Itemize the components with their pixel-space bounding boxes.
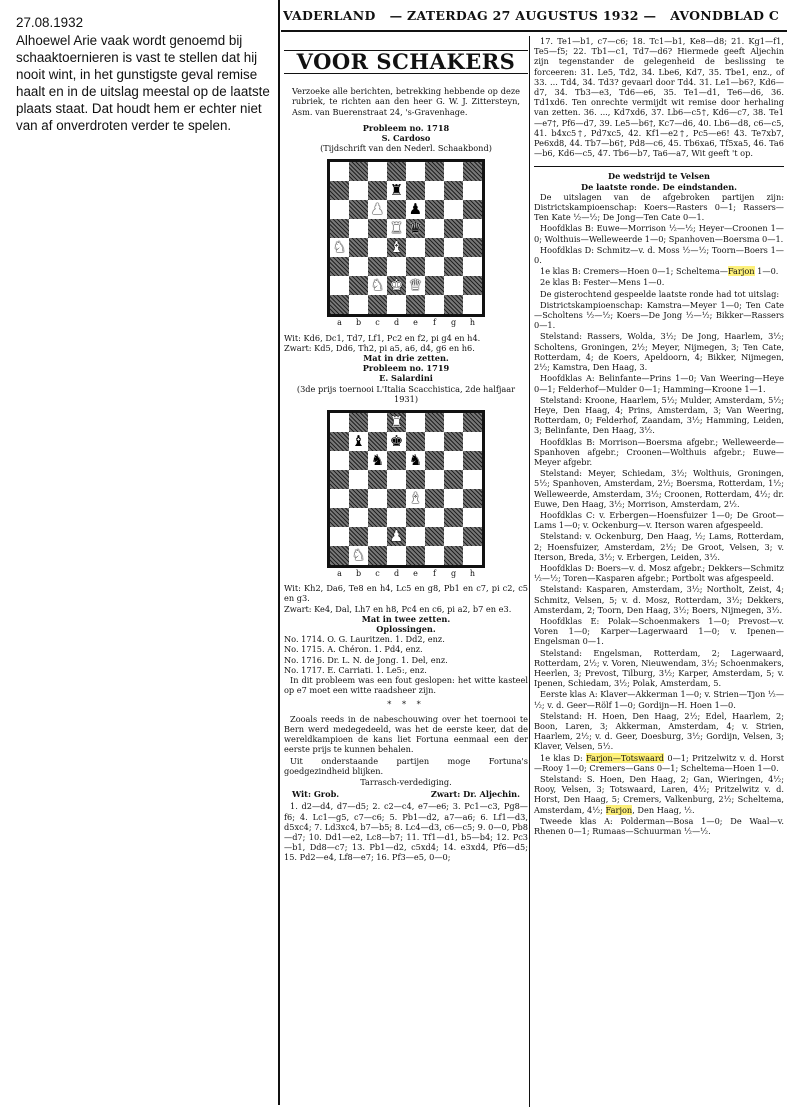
board-square	[330, 257, 349, 276]
board-square	[387, 508, 406, 527]
board-square	[349, 470, 368, 489]
board-square	[406, 257, 425, 276]
board-square	[349, 451, 368, 470]
result-r23: Tweede klas A: Polderman—Bosa 1—0; De Waal—v. Rhenen 0—1; Rumaas—Schuurman ½—½.	[534, 815, 784, 837]
solution-2: No. 1715. A. Chéron. 1. Pd4, enz.	[284, 644, 423, 655]
result-r6: De gisterochtend gespeelde laatste ronde had tot uitslag:	[540, 288, 780, 299]
black-bishop-icon: ♝	[351, 432, 366, 451]
column-divider	[529, 36, 530, 1107]
result-r2: Hoofdklas B: Euwe—Morrison ½—½; Heyer—Croonen 1—0; Wolthuis—Welleweerde 1—0; Spanhoven—Boersma 0—1.	[534, 223, 784, 244]
board-square	[406, 162, 425, 181]
board-square	[330, 276, 349, 295]
board-square	[330, 219, 349, 238]
board-square	[387, 181, 406, 200]
black-player: Zwart: Dr. Aljechin.	[430, 789, 520, 800]
board-square	[425, 451, 444, 470]
board-square	[425, 546, 444, 565]
board-square	[444, 238, 463, 257]
board-square	[425, 413, 444, 432]
file-label: e	[413, 569, 418, 579]
board-square	[463, 508, 482, 527]
result-r17: Hoofdklas E: Polak—Schoenmakers 1—0; Prevost—v. Voren 1—0; Karper—Lagerwaard 1—0; v. Ipenen—Engelsman 0—1.	[534, 615, 784, 647]
board-square	[368, 276, 387, 295]
board-square	[444, 432, 463, 451]
result-r13: Hoofdklas C: v. Erbergen—Hoensfuizer 1—0; De Groot—Lams 1—0; v. Ockenburg—v. Iterson waren afgespeeld.	[534, 509, 784, 531]
board-square	[406, 276, 425, 295]
board-square	[444, 181, 463, 200]
board-square	[387, 238, 406, 257]
white-knight-icon: ♞	[351, 546, 366, 565]
board-square	[349, 489, 368, 508]
file-label: g	[450, 318, 457, 328]
r4-post: 1—0.	[754, 266, 779, 277]
problem1-black: Zwart: Kd5, Dd6, Th2, pi a5, a6, d4, g6 en h6.	[284, 342, 475, 353]
board-square	[463, 200, 482, 219]
result-r15: Hoofdklas D: Boers—v. d. Mosz afgebr.; Dekkers—Schmitz ½—½; Toren—Kasparen afgebr.; Portbolt was afgespeeld.	[534, 562, 784, 584]
board-square	[444, 489, 463, 508]
file-label: c	[375, 569, 380, 579]
solution-3: No. 1716. Dr. L. N. de Jong. 1. Del, enz.	[284, 654, 448, 665]
board-square	[406, 508, 425, 527]
newspaper-masthead	[283, 8, 783, 28]
result-r21	[534, 753, 784, 773]
board-square	[368, 295, 387, 314]
board-square	[349, 238, 368, 257]
result-r8: Stelstand: Rassers, Wolda, 3½; De Jong, Haarlem, 3½; Scholtens, Groningen, 2½; Meyer, Nijmegen, 3; Ten Cate, Rotterdam, 4; de Koers, Apeldoorn, 4; Bikker, Nijmegen, 2½; Kamstra, Den Haag, 3.	[534, 331, 784, 373]
problem2-label: Probleem no. 1719	[362, 363, 450, 374]
board-square	[330, 470, 349, 489]
white-rook-icon: ♜	[389, 219, 404, 238]
right-column	[532, 36, 786, 1107]
board-square	[368, 162, 387, 181]
note-date: 27.08.1932	[16, 15, 84, 30]
board-square	[406, 238, 425, 257]
board-square	[368, 451, 387, 470]
board-square	[349, 200, 368, 219]
board-square	[463, 546, 482, 565]
board-square	[368, 257, 387, 276]
r21-post: 0—1; Pritzelwitz v. d. Horst—Rooy 1—0; Cremers—Gans 0—1; Scheltema—Hoen 1—0.	[534, 752, 784, 773]
black-pawn-icon: ♟	[408, 200, 423, 219]
board1-files	[330, 318, 482, 328]
board-square	[330, 546, 349, 565]
chessboard-2-wrap	[284, 410, 528, 579]
board-square	[387, 546, 406, 565]
board-square	[425, 181, 444, 200]
black-rook-icon: ♜	[389, 181, 404, 200]
file-label: h	[469, 569, 476, 579]
black-queen-icon: ♛	[408, 219, 423, 238]
board-square	[463, 181, 482, 200]
board-square	[425, 162, 444, 181]
result-r1: De uitslagen van de afgebroken partijen zijn: Districtskampioenschap: Koers—Rasters 0—1; Rassers—Ten Kate ½—½; De Jong—Ten Cate 0—1.	[534, 191, 784, 223]
result-r14: Stelstand: v. Ockenburg, Den Haag, ½; Lams, Rotterdam, 2; Hoensfuizer, Amsterdam, 2½; De Groot, Velsen, 3; v. Iterson, Breda, 3½; v. Erbergen, Leiden, 3½.	[534, 531, 784, 562]
white-player: Wit: Grob.	[292, 789, 340, 800]
board-square	[368, 413, 387, 432]
board-square	[463, 470, 482, 489]
board-square	[330, 527, 349, 546]
board-square	[406, 432, 425, 451]
board-square	[406, 219, 425, 238]
board-square	[368, 200, 387, 219]
board-square	[387, 162, 406, 181]
file-label: b	[355, 318, 362, 328]
highlight-farjon-2: Farjon—Totswaard	[586, 752, 665, 763]
board-square	[425, 432, 444, 451]
result-r22	[534, 774, 784, 815]
result-r3: Hoofdklas D: Schmitz—v. d. Moss ½—½; Toorn—Boers 1—0.	[534, 244, 784, 266]
solution-1: No. 1714. O. G. Lauritzen. 1. Dd2, enz.	[284, 634, 445, 645]
white-queen-icon: ♛	[408, 276, 423, 295]
chessboard-1-wrap	[284, 159, 528, 328]
r4-pre: 1e klas B: Cremers—Hoen 0—1; Scheltema—	[540, 266, 728, 277]
annotation-note	[16, 14, 274, 134]
intro-text: Verzoeke alle berichten, betrekking hebbende op deze rubriek, te richten aan den heer G. W. J. Zittersteyn, Asm. van Buerenstraat 24, 's-Gravenhage.	[292, 86, 520, 117]
chessboard-1	[327, 159, 485, 317]
problem1-task: Mat in drie zetten.	[363, 353, 449, 364]
board-square	[349, 546, 368, 565]
board-square	[330, 162, 349, 181]
file-label: d	[393, 318, 400, 328]
white-knight-icon: ♞	[370, 276, 385, 295]
board-square	[425, 489, 444, 508]
solution-4: No. 1717. E. Carriati. 1. Le5:, enz.	[284, 664, 427, 675]
board-square	[406, 413, 425, 432]
velsen-subtitle: De laatste ronde. De eindstanden.	[580, 181, 738, 192]
board-square	[368, 527, 387, 546]
board-square	[425, 257, 444, 276]
board2-files	[330, 569, 482, 579]
r22-post: , Den Haag, ½.	[632, 804, 695, 815]
board-square	[463, 219, 482, 238]
board-square	[330, 181, 349, 200]
white-bishop-icon: ♝	[389, 238, 404, 257]
board-square	[425, 238, 444, 257]
board-square	[387, 219, 406, 238]
board-square	[444, 527, 463, 546]
board-square	[387, 470, 406, 489]
board-square	[330, 295, 349, 314]
white-knight-icon: ♞	[332, 238, 347, 257]
solutions-heading: Oplossingen.	[376, 624, 436, 635]
board-square	[330, 489, 349, 508]
file-label: e	[413, 318, 418, 328]
board-square	[349, 257, 368, 276]
board-square	[406, 546, 425, 565]
board-square	[406, 451, 425, 470]
board-square	[444, 546, 463, 565]
board-square	[368, 432, 387, 451]
fortuna-paragraph: Uit onderstaande partijen moge Fortuna's goedgezindheid blijken.	[284, 755, 528, 776]
bern-paragraph: Zooals reeds in de nabeschouwing over het toernooi te Bern werd medegedeeld, was het de eerste keer, dat de wereldkampioen de kans liet Fortuna eenmaal een der eerste prijs te kunnen behalen.	[284, 713, 528, 755]
board-square	[406, 200, 425, 219]
board-square	[349, 295, 368, 314]
board-square	[425, 219, 444, 238]
board-square	[387, 451, 406, 470]
file-label: c	[375, 318, 380, 328]
file-label: a	[337, 569, 342, 579]
vertical-divider	[278, 0, 280, 1105]
file-label: a	[337, 318, 342, 328]
problem2-source: (3de prijs toernooi L'Italia Scacchistica, 2de halfjaar 1931)	[296, 383, 516, 404]
result-r11: Hoofdklas B: Morrison—Boersma afgebr.; Welleweerde—Spanhoven afgebr.; Croonen—Wolthuis afgebr.; Euwe—Meyer afgebr.	[534, 436, 784, 467]
board-square	[444, 219, 463, 238]
board-square	[425, 295, 444, 314]
board-square	[444, 508, 463, 527]
board-square	[349, 413, 368, 432]
board-square	[406, 181, 425, 200]
solutions-note: In dit probleem was een fout geslopen: het witte kasteel op e7 moet een witte raadsheer zijn.	[284, 675, 528, 696]
result-r18: Stelstand: Engelsman, Rotterdam, 2; Lagerwaard, Rotterdam, 2½; v. Voren, Nieuwendam, 3½; Schoenmakers, Heerlen, 3; Prevost, Tilburg, 3½; Karper, Amsterdam, 5; v. Ipenen, Schiedam, 3½; Polak, Amsterdam, 5.	[534, 647, 784, 689]
board-square	[368, 219, 387, 238]
board-square	[444, 276, 463, 295]
section-rule	[534, 166, 784, 167]
white-rook-icon: ♜	[389, 413, 404, 432]
board-square	[406, 527, 425, 546]
problem2-author: E. Salardini	[379, 373, 433, 384]
board-square	[463, 276, 482, 295]
result-r5: 2e klas B: Fester—Mens 1—0.	[540, 277, 665, 288]
board-square	[463, 413, 482, 432]
board-square	[368, 489, 387, 508]
file-label: h	[469, 318, 476, 328]
game-moves-continued: 17. Te1—b1, c7—c6; 18. Tc1—b1, Ke8—d8; 21. Kg1—f1, Te5—f5; 22. Tb1—c1, Td7—d6? Hiermede geeft Aljechin zijn tegenstander de gelegenheid de beslissing te forceeren: 31. Le5, Td2, 34. Lbe6, Kd7, 35. Tbe1, enz., of 33. ... Td4, 34. Td3? gevaarl door Td4. 31. Le1—b6?, Kd6—d7, 34. Tb3—e3, Td6—e6, 35. Te1—d1, Te6—d6, 36. Td1xd6. Ten onrechte vermijdt wit remise door herhaling van zetten. 36. ..., Kd7xd6, 37. Lb6—c5†, Kd6—c7, 38. Te1—e7†, Pf6—d7, 39. Le5—b6†, Kc7—d6, 40. Lb6—d8, c6—c5, 41. b4xc5†, Pd7xc5, 42. Kf1—e2†, Pc5—e6! 43. Te7xb7, Pe6xd8, 44. Tb7—b6†, Pd8—c6, 45. Tb6xa6, Tf5xa5, 46. Ta6—b6, Kd6—c5, 47. Tb6—b7, Ta6—a7, Wit geeft 't op.	[534, 36, 784, 159]
board-square	[387, 257, 406, 276]
white-pawn-icon: ♟	[370, 200, 385, 219]
board-square	[463, 432, 482, 451]
problem1-label: Probleem no. 1718	[362, 122, 450, 133]
note-text: Alhoewel Arie vaak wordt genoemd bij schaaktoernieren is vast te stellen dat hij nooit wint, in het gunstigste geval remise haalt en in de uitslag meestal op de laatste plaats staat. Dat houdt hem er echter niet van af onverdroten verder te spelen.	[16, 33, 270, 133]
result-r16: Stelstand: Kasparen, Amsterdam, 3½; Northolt, Zeist, 4; Schmitz, Velsen, 5; v. d. Mosz, Rotterdam, 3½; Dekkers, Amsterdam, 2; Toorn, Den Haag, 3½; Boers, Nijmegen, 3½.	[534, 584, 784, 615]
file-label: g	[450, 569, 457, 579]
result-r10: Stelstand: Kroone, Haarlem, 5½; Mulder, Amsterdam, 5½; Heye, Den Haag, 4; Prins, Amsterdam, 3; Van Weering, Rotterdam, 0; Felderhof, Zaandam, 3½; Hamming, Leiden, 3; Belinfante, Den Haag, 3½.	[534, 394, 784, 436]
opening-name: Tarrasch-verdediging.	[360, 776, 452, 787]
board-square	[463, 489, 482, 508]
masthead-paper: VADERLAND	[283, 8, 376, 23]
file-label: f	[433, 569, 436, 579]
board-square	[368, 238, 387, 257]
board-square	[368, 181, 387, 200]
problem2-black: Zwart: Ke4, Dal, Lh7 en h8, Pc4 en c6, pi a2, b7 en e3.	[284, 603, 512, 614]
board-square	[330, 200, 349, 219]
board-square	[444, 257, 463, 276]
white-king-icon: ♚	[389, 276, 404, 295]
board-square	[387, 295, 406, 314]
board-square	[463, 238, 482, 257]
problem2-task: Mat in twee zetten.	[361, 613, 451, 624]
highlight-farjon-3: Farjon	[605, 804, 633, 815]
board-square	[425, 470, 444, 489]
board-square	[349, 219, 368, 238]
board-square	[463, 295, 482, 314]
board-square	[368, 546, 387, 565]
problem1-author: S. Cardoso	[381, 133, 431, 144]
result-r9: Hoofdklas A: Belinfante—Prins 1—0; Van Weering—Heye 0—1; Felderhof—Mulder 0—1; Hamming—Kroone 1—1.	[534, 373, 784, 394]
problem1-source: (Tijdschrift van den Nederl. Schaakbond)	[320, 143, 492, 154]
file-label: f	[433, 318, 436, 328]
board-square	[330, 413, 349, 432]
result-r12: Stelstand: Meyer, Schiedam, 3½; Wolthuis, Groningen, 5½; Spanhoven, Amsterdam, 2½; Boersma, Rotterdam, 1½; Welleweerde, Amsterdam, 3½; Croonen, Rotterdam, 4½; dr. Euwe, Den Haag, 3½; Morrison, Amsterdam, 2½.	[534, 468, 784, 509]
board-square	[463, 527, 482, 546]
board-square	[444, 295, 463, 314]
r21-pre: 1e klas D:	[540, 752, 587, 763]
result-r7: Districtskampioenschap: Kamstra—Meyer 1—0; Ten Cate—Scholtens ½—½; Koers—De Jong ½—½; Bikker—Rassers 0—1.	[534, 299, 784, 331]
black-knight-icon: ♞	[370, 451, 385, 470]
section-stars: * * *	[387, 699, 425, 710]
board-square	[444, 451, 463, 470]
file-label: d	[393, 569, 400, 579]
left-column	[281, 36, 531, 1107]
black-knight-icon: ♞	[408, 451, 423, 470]
board-square	[349, 276, 368, 295]
board-square	[349, 508, 368, 527]
board-square	[387, 527, 406, 546]
white-pawn-icon: ♟	[389, 527, 404, 546]
board-square	[330, 238, 349, 257]
board-square	[349, 527, 368, 546]
board-square	[387, 413, 406, 432]
board-square	[387, 276, 406, 295]
file-label: b	[355, 569, 362, 579]
board-square	[387, 432, 406, 451]
board-square	[349, 432, 368, 451]
board-square	[444, 470, 463, 489]
board-square	[406, 470, 425, 489]
highlight-farjon-1: Farjon	[727, 266, 755, 277]
board-square	[444, 162, 463, 181]
board-square	[406, 489, 425, 508]
newspaper-page	[281, 30, 787, 1107]
chessboard-2	[327, 410, 485, 568]
board-square	[387, 489, 406, 508]
result-r20: Stelstand: H. Hoen, Den Haag, 2½; Edel, Haarlem, 2; Boon, Laren, 3; Akkerman, Amsterdam, 4; v. Strien, Haarlem, 2½; v. d. Geer, Doesburg, 3½; Gordijn, Velsen, 3; Klaver, Velsen, 5½.	[534, 710, 784, 752]
result-r19: Eerste klas A: Klaver—Akkerman 1—0; v. Strien—Tjon ½—½; v. d. Geer—Rölf 1—0; Gordijn—H. Hoen 1—0.	[534, 689, 785, 710]
board-square	[330, 508, 349, 527]
board-square	[425, 527, 444, 546]
game-moves: 1. d2—d4, d7—d5; 2. c2—c4, e7—e6; 3. Pc1—c3, Pg8—f6; 4. Lc1—g5, c7—c6; 5. Pb1—d2, a7—a6; 6. Lf1—d3, d5xc4; 7. Ld3xc4, b7—b5; 8. Lc4—d3, c6—c5; 9. 0—0, Pb8—d7; 10. Dd1—e2, Lc8—b7; 11. Tf1—d1, b5—b4; 12. Pc3—b1, Dd8—c7; 13. Pb1—d2, c5xd4; 14. e3xd4, Pf6—d5; 15. Pd2—e4, Lf8—e7; 16. Pf3—e5, 0—0;	[284, 801, 528, 863]
velsen-title: De wedstrijd te Velsen	[607, 171, 711, 182]
board-square	[425, 508, 444, 527]
board-square	[444, 200, 463, 219]
section-title: VOOR SCHAKERS	[284, 50, 528, 74]
board-square	[368, 470, 387, 489]
board-square	[425, 276, 444, 295]
board-square	[406, 295, 425, 314]
board-square	[463, 257, 482, 276]
board-square	[387, 200, 406, 219]
problem1-white: Wit: Kd6, Dc1, Td7, Lf1, Pc2 en f2, pi g4 en h4.	[284, 332, 481, 343]
board-square	[463, 451, 482, 470]
black-king-icon: ♚	[389, 432, 404, 451]
problem2-white: Wit: Kh2, Da6, Te8 en h4, Lc5 en g8, Pb1 en c7, pi c2, c5 en g3.	[284, 583, 528, 604]
board-square	[349, 181, 368, 200]
board-square	[330, 432, 349, 451]
white-bishop-icon: ♝	[408, 489, 423, 508]
masthead-date: — ZATERDAG 27 AUGUSTUS 1932 —	[389, 8, 657, 23]
board-square	[425, 200, 444, 219]
board-square	[330, 451, 349, 470]
game-players	[292, 789, 520, 799]
board-square	[349, 162, 368, 181]
board-square	[368, 508, 387, 527]
result-r4	[534, 266, 784, 276]
board-square	[444, 413, 463, 432]
r22-pre: Stelstand: S. Hoen, Den Haag, 2; Gan, Wieringen, 4½; Rooy, Velsen, 3; Totswaard, Laren, 4½; Pritzelwitz v. d. Horst, Den Haag, 5; Cremers, Valkenburg, 2½; Scheltema, Amsterdam, 4½;	[534, 774, 784, 815]
board-square	[463, 162, 482, 181]
masthead-edition: AVONDBLAD C	[670, 8, 780, 23]
